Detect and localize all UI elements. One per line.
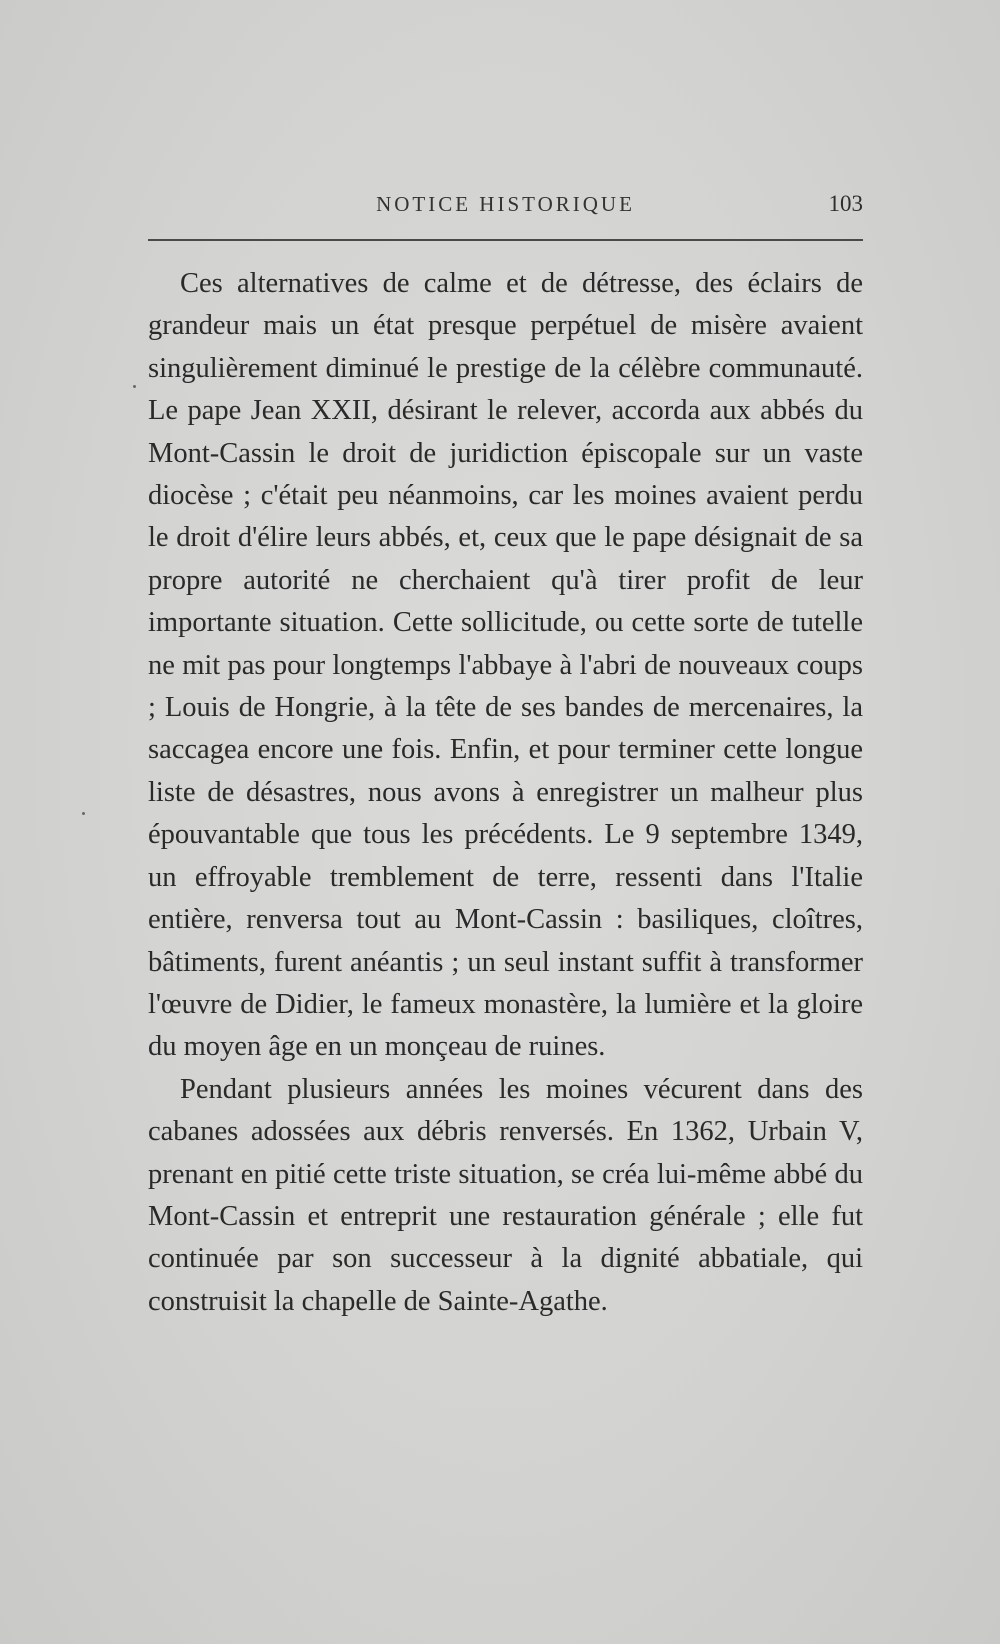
paragraph-1: Ces alternatives de calme et de détresse, des éclairs de grandeur mais un état presque perpétuel de misère avaient singulièrement diminué le prestige de la célèbre communauté. Le pape Jean XXII, désirant le relever, accorda aux abbés du Mont-Cassin le droit de juridiction épiscopale sur un vaste diocèse ; c'était peu néanmoins, car les moines avaient perdu le droit d'élire leurs abbés, et, ceux que le pape désignait de sa propre autorité ne cherchaient qu'à tirer profit de leur importante situation. Cette sollicitude, ou cette sorte de tutelle ne mit pas pour longtemps l'abbaye à l'abri de nouveaux coups ; Louis de Hongrie, à la tête de ses bandes de mercenaires, la saccagea encore une fois. Enfin, et pour terminer cette longue liste de désastres, nous avons à enregistrer un malheur plus épouvantable que tous les précédents. Le 9 septembre 1349, un effroyable tremblement de terre, ressenti dans l'Italie entière, renversa tout au Mont-Cassin : basiliques, cloîtres, bâtiments, furent anéantis ; un seul instant suffit à transformer l'œuvre de Didier, le fameux monastère, la lumière et la gloire du moyen âge en un monçeau de ruines. (148, 268, 863, 1063)
ink-speck (133, 385, 136, 388)
ink-speck (82, 812, 85, 815)
header-rule (148, 239, 863, 241)
running-head (148, 192, 863, 222)
page-number: 103 (828, 191, 863, 216)
running-title: NOTICE HISTORIQUE (376, 192, 635, 216)
body-text (148, 263, 863, 1323)
paragraph-2: Pendant plusieurs années les moines vécurent dans des cabanes adossées aux débris renversés. En 1362, Urbain V, prenant en pitié cette triste situation, se créa lui-même abbé du Mont-Cassin et entreprit une restauration générale ; elle fut continuée par son successeur à la dignité abbatiale, qui construisit la chapelle de Sainte-Agathe. (148, 1073, 863, 1317)
